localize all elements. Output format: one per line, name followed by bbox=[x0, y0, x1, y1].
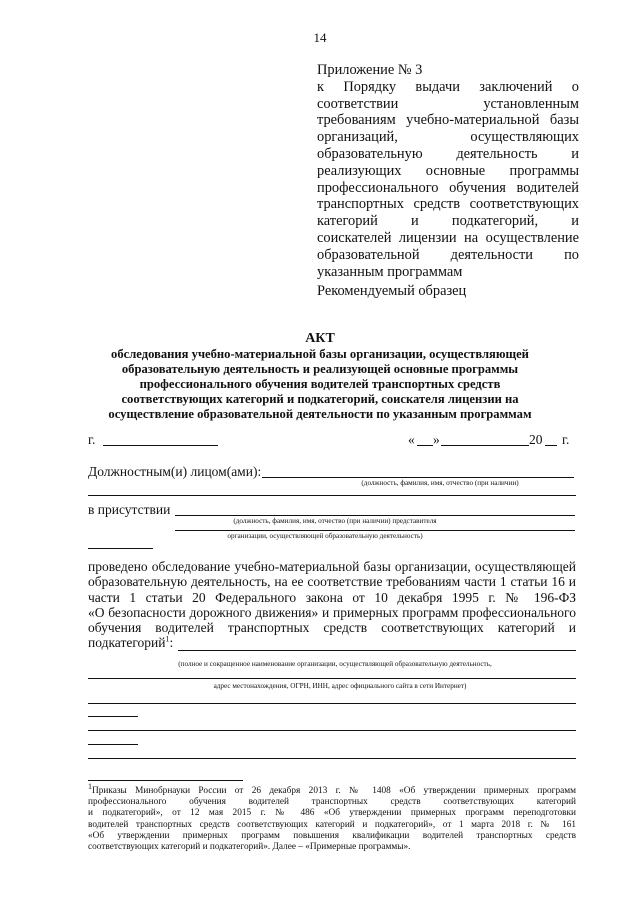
appendix-line: указанным программам bbox=[317, 263, 463, 280]
appendix-line: к Порядку выдачи заключений о bbox=[317, 78, 579, 95]
appendix-header bbox=[317, 62, 579, 280]
day-field[interactable] bbox=[417, 445, 433, 446]
footnote-line: и подкатегорий», от 12 мая 2015 г. № 486 «Об утверждении примерных программ переподготовки bbox=[88, 808, 576, 819]
presence-org-field[interactable] bbox=[175, 530, 575, 531]
presence-field[interactable] bbox=[175, 515, 575, 516]
presence-label: в присутствии bbox=[88, 502, 171, 517]
appendix-line: транспортных средств соответствующих bbox=[317, 196, 579, 213]
org-address-field[interactable] bbox=[88, 678, 576, 679]
footnote-line: профессионального обучения водителей транспортных средств соответствующих категорий bbox=[88, 797, 576, 808]
appendix-line: образовательной деятельности по bbox=[317, 246, 579, 263]
document-title: АКТ bbox=[305, 331, 335, 346]
subtitle-line: профессионального обучения водителей транспортных средств bbox=[139, 377, 501, 391]
body-last-text: подкатегорий bbox=[88, 635, 166, 651]
footnote-line bbox=[88, 781, 576, 797]
blank-line[interactable] bbox=[88, 758, 576, 759]
appendix-line: соискателей лицензии на осуществление bbox=[317, 229, 579, 246]
footnote-separator bbox=[88, 780, 243, 781]
year-suffix: г. bbox=[562, 432, 570, 447]
body-line: «О безопасности дорожного движения» и примерных программ профессионального bbox=[88, 604, 576, 620]
footnote-line: «Об утверждении примерных программ повышения квалификации водителей транспортных средств bbox=[88, 830, 576, 841]
subtitle-line: осуществление образовательной деятельности по указанным программам bbox=[108, 407, 532, 421]
body-last-colon: : bbox=[169, 635, 174, 651]
footnote-line: водителей транспортных средств соответствующих категорий и подкатегорий», от 1 марта 2018 г. № 161 bbox=[88, 819, 576, 830]
date-close-quote: » bbox=[433, 432, 440, 447]
blank-line[interactable] bbox=[88, 703, 576, 704]
appendix-line: категорий и подкатегорий, и bbox=[317, 213, 579, 230]
appendix-line: реализующих основные программы bbox=[317, 162, 579, 179]
body-line: части 1 статьи 20 Федерального закона от 10 декабря 1995 г. № 196-ФЗ bbox=[88, 589, 576, 605]
blank-line-short[interactable] bbox=[88, 716, 138, 717]
date-open-quote: « bbox=[408, 432, 415, 447]
document-subtitle bbox=[100, 347, 540, 422]
footnote-mark: 1 bbox=[88, 781, 92, 791]
month-field[interactable] bbox=[441, 445, 529, 446]
org-name-field[interactable] bbox=[178, 650, 576, 651]
page-number: 14 bbox=[313, 30, 327, 45]
city-field[interactable] bbox=[103, 445, 218, 446]
city-prefix: г. bbox=[88, 432, 96, 447]
subtitle-line: соответствующих категорий и подкатегорий, соискателя лицензии на bbox=[121, 392, 519, 406]
body-paragraph bbox=[88, 559, 576, 651]
body-line: образовательную деятельность, на ее соответствие требованиям части 1 статьи 16 и bbox=[88, 574, 576, 590]
body-last-line bbox=[88, 635, 576, 650]
blank-line-short[interactable] bbox=[88, 744, 138, 745]
appendix-line: требованиям учебно-материальной базы bbox=[317, 112, 579, 129]
appendix-line: образовательную деятельность и bbox=[317, 145, 579, 162]
footnote-first-text: Приказы Минобрнауки России от 26 декабря 2013 г. № 1408 «Об утверждении примерных программ bbox=[92, 786, 576, 796]
subtitle-line: образовательную деятельность и реализующей основные программы bbox=[121, 362, 519, 376]
officials-extra-field[interactable] bbox=[88, 495, 576, 496]
blank-line[interactable] bbox=[88, 730, 576, 731]
officials-field[interactable] bbox=[262, 477, 574, 478]
appendix-line: профессионального обучения водителей bbox=[317, 179, 579, 196]
year-prefix: 20 bbox=[529, 432, 543, 447]
subtitle-line: обследования учебно-материальной базы организации, осуществляющей bbox=[111, 347, 529, 361]
org-name-caption: (полное и сокращенное наименование организации, осуществляющей образовательную деятельность, bbox=[178, 660, 492, 668]
appendix-line: соответствии установленным bbox=[317, 95, 579, 112]
presence-caption: (должность, фамилия, имя, отчество (при наличии) представителя bbox=[233, 517, 437, 525]
recommended-sample-label: Рекомендуемый образец bbox=[317, 283, 467, 299]
footnote-line: соответствующих категорий и подкатегорий». Далее – «Примерные программы». bbox=[88, 842, 411, 853]
year-field[interactable] bbox=[545, 445, 557, 446]
presence-org-caption: организации, осуществляющей образовательную деятельность) bbox=[227, 532, 423, 540]
officials-label: Должностным(и) лицом(ами): bbox=[88, 464, 262, 479]
body-line: обучения водителей транспортных средств соответствующих категорий и bbox=[88, 620, 576, 636]
org-address-caption: адрес местонахождения, ОГРН, ИНН, адрес официального сайта в сети Интернет) bbox=[213, 682, 467, 690]
appendix-line: организаций, осуществляющих bbox=[317, 129, 579, 146]
presence-extra-field[interactable] bbox=[88, 548, 153, 549]
footnote-reference[interactable]: 1 bbox=[165, 634, 170, 644]
appendix-line: Приложение № 3 bbox=[317, 62, 423, 78]
officials-caption: (должность, фамилия, имя, отчество (при наличии) bbox=[361, 479, 519, 487]
body-line: проведено обследование учебно-материальной базы организации, осуществляющей bbox=[88, 559, 576, 574]
footnote bbox=[88, 781, 576, 853]
